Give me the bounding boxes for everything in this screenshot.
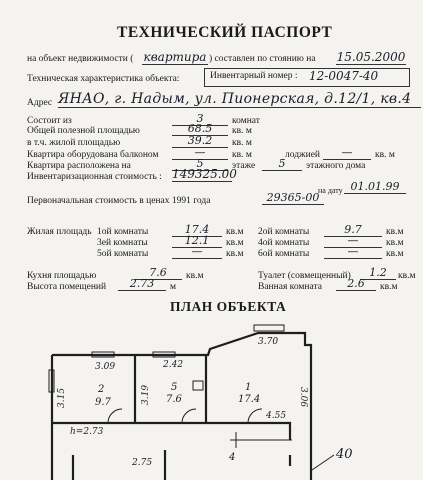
room6-label: 6ой комнаты [258,249,310,259]
floors-value: 5 [262,157,302,171]
room6-unit: кв.м [386,249,404,259]
room5-label: 5ой комнаты [97,249,149,259]
dim-top-right: 3.70 [258,337,279,347]
room2-value: 9.7 [324,223,382,237]
plan-door-swing [108,409,262,423]
room3-value: 12.1 [172,234,222,248]
rooms-value: 3 [172,112,228,126]
document-title: ТЕХНИЧЕСКИЙ ПАСПОРТ [117,24,333,41]
initial-cost-label: Первоначальная стоимость в ценах 1991 года [27,196,211,206]
dim-left-height: 3.15 [57,387,67,408]
plan-dim-line [230,432,334,470]
object-prefix: на объект недвижимости ( [27,54,134,64]
dim-room2-width: 3.09 [95,362,116,372]
plan-window-top [254,325,284,331]
room5-number: 5 [171,382,178,393]
loggia-value: — [323,146,371,160]
balcony-unit: кв. м [232,150,252,160]
bath-label: Ванная комната [258,282,322,292]
room3-label: 3ей комнаты [97,238,148,248]
room2-number: 2 [98,384,105,395]
on-date-value: 01.01.99 [344,180,406,194]
room2-unit: кв.м [386,227,404,237]
dim-room5-height: 3.19 [141,384,151,405]
plan-wall-lower [73,450,290,480]
tech-char-label: Техническая характеристика объекта: [27,74,180,84]
bath-value: 2.6 [336,277,376,291]
address-label: Адрес [27,98,53,108]
on-date-label: на дату [318,186,343,195]
toilet-unit: кв.м [398,271,416,281]
total-area-value: 68.5 [172,122,228,136]
inv-cost-label: Инвентаризационная стоимость : [27,172,162,182]
room4-value: — [324,234,382,248]
object-suffix: ) составлен по стоянию на [209,54,316,64]
initial-cost-value: 29365-00 [262,191,324,205]
rooms-unit: комнат [232,116,260,126]
room4-label: 4ой комнаты [258,238,310,248]
kitchen-unit: кв.м [186,271,204,281]
room6-value: — [324,245,382,259]
dim-corridor: 4.55 [266,411,287,421]
room1-value: 17.4 [172,223,222,237]
dim-bottom: 2.75 [132,458,153,468]
room3-unit: кв.м [226,238,244,248]
living-area-unit: кв. м [232,138,252,148]
height-label: Высота помещений [27,282,107,292]
object-type: квартира [143,50,207,64]
floors-unit: этажного дома [306,161,366,171]
room5-unit: кв.м [226,249,244,259]
toilet-value: 1.2 [360,266,396,280]
inventory-label: Инвентарный номер : [210,71,298,81]
living-area-value: 39.2 [172,134,228,148]
room1-number: 1 [245,382,252,393]
height-unit: м [170,282,177,292]
room5-area: 7.6 [166,394,182,405]
living-rooms-label: Жилая площадь [27,227,92,237]
floor-value: 5 [172,157,228,171]
kitchen-value: 7.6 [134,266,182,280]
height-value: 2.73 [118,277,166,291]
room2-label: 2ой комнаты [258,227,310,237]
apartment-number: 40 [336,447,353,462]
dim-right-height: 3.06 [298,387,308,408]
room5-value: — [172,245,222,259]
plan-title: ПЛАН ОБЪЕКТА [170,299,287,314]
balcony-label: Квартира оборудована балконом [27,150,159,160]
toilet-label: Туалет (совмещенный) [258,271,351,281]
document-date: 15.05.2000 [336,50,406,64]
room4-number: 4 [229,452,236,463]
total-area-label: Общей полезной площадью [27,126,140,136]
plan-outer-wall [52,333,311,480]
room1-area: 17.4 [238,394,261,405]
floor-unit: этаже [232,161,256,171]
inventory-number: 12-0047-40 [309,69,379,83]
total-area-unit: кв. м [232,126,252,136]
living-area-label: в т.ч. жилой площадью [27,138,121,148]
room1-label: 1ой комнаты [97,227,149,237]
plan-stove [193,381,203,390]
room4-unit: кв.м [386,238,404,248]
floor-label: Квартира расположена на [27,161,131,171]
room1-unit: кв.м [226,227,244,237]
rooms-label: Состоит из [27,116,72,126]
balcony-value: — [172,146,228,160]
inv-cost-value: 149325.00 [172,167,237,181]
kitchen-label: Кухня площадью [27,271,97,281]
ceiling-height: h=2.73 [70,427,104,437]
address-value: ЯНАО, г. Надым, ул. Пионерская, д.12/1, кв.4 [58,91,421,108]
room2-area: 9.7 [95,397,111,408]
loggia-unit: кв. м [375,150,395,160]
loggia-label: лоджией [285,150,320,160]
bath-unit: кв.м [380,282,398,292]
dim-room5-width: 2.42 [163,360,184,370]
